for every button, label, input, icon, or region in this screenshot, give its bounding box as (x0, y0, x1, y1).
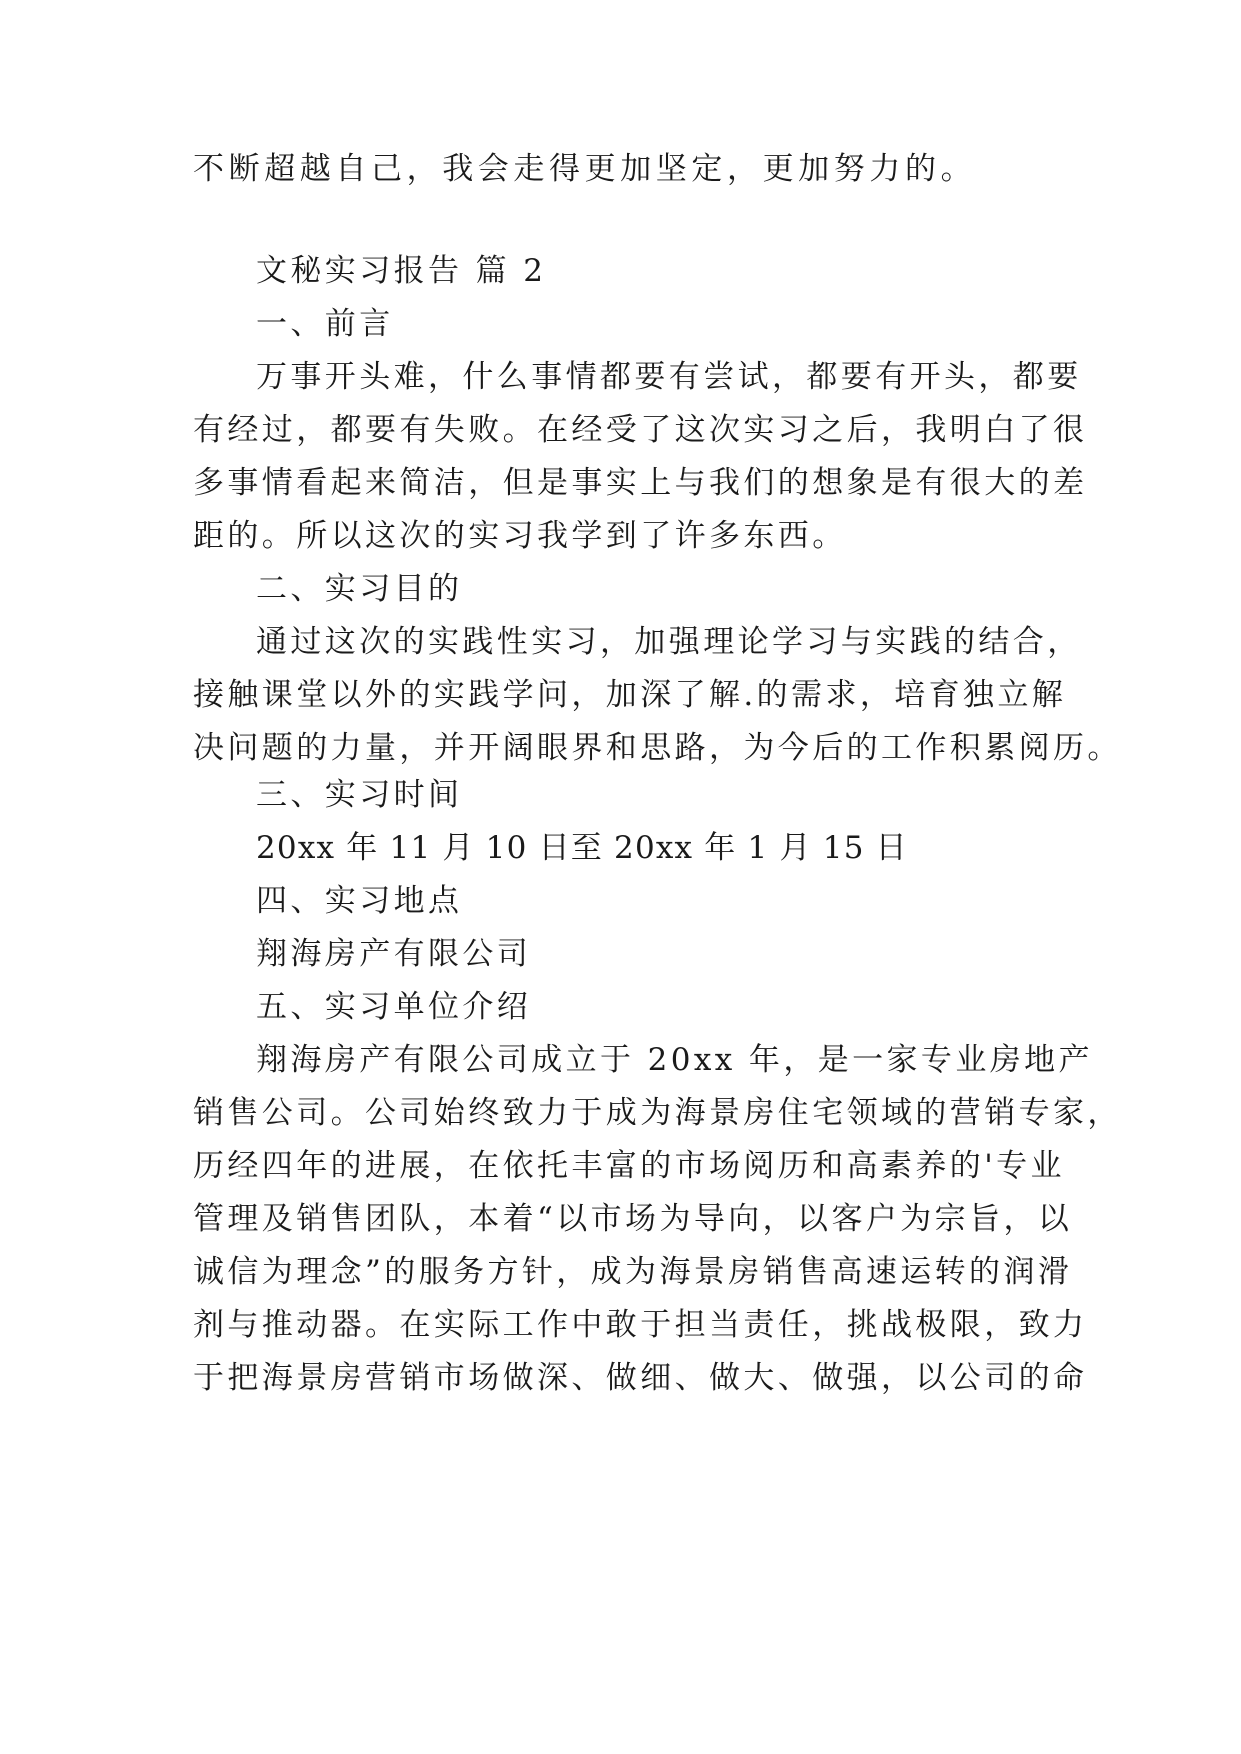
paragraph-line: 销售公司。公司始终致力于成为海景房住宅领域的营销专家， (193, 1095, 1122, 1131)
continuation-text: 不断超越自己，我会走得更加坚定，更加努力的。 (193, 151, 977, 187)
paragraph-line: 历经四年的进展，在依托丰富的市场阅历和高素养的'专业 (193, 1148, 1065, 1184)
paragraph-line: 接触课堂以外的实践学问，加深了解.的需求，培育独立解 (193, 677, 1067, 713)
paragraph-line: 通过这次的实践性实习，加强理论学习与实践的结合， (256, 624, 1082, 660)
heading-company-intro: 五、实习单位介绍 (256, 989, 532, 1025)
paragraph-line: 翔海房产有限公司成立于 20xx 年，是一家专业房地产 (256, 1042, 1093, 1078)
paragraph-line: 万事开头难，什么事情都要有尝试，都要有开头，都要 (256, 359, 1082, 395)
paragraph-line: 剂与推动器。在实际工作中敢于担当责任，挑战极限，致力 (193, 1307, 1088, 1343)
paragraph-line: 距的。所以这次的实习我学到了许多东西。 (193, 518, 847, 554)
heading-preface: 一、前言 (256, 306, 394, 342)
paragraph-line: 多事情看起来简洁，但是事实上与我们的想象是有很大的差 (193, 465, 1088, 501)
paragraph-line: 有经过，都要有失败。在经受了这次实习之后，我明白了很 (193, 412, 1088, 448)
paragraph-line: 管理及销售团队，本着“以市场为导向，以客户为宗旨，以 (193, 1201, 1073, 1237)
heading-time: 三、实习时间 (256, 777, 463, 813)
section-title: 文秘实习报告 篇 2 (256, 253, 547, 289)
paragraph-line: 诚信为理念”的服务方针，成为海景房销售高速运转的润滑 (193, 1254, 1073, 1290)
heading-purpose: 二、实习目的 (256, 571, 463, 607)
internship-dates: 20xx 年 11 月 10 日至 20xx 年 1 月 15 日 (256, 830, 908, 866)
paragraph-line: 于把海景房营销市场做深、做细、做大、做强，以公司的命 (193, 1360, 1088, 1396)
heading-location: 四、实习地点 (256, 883, 463, 919)
internship-location: 翔海房产有限公司 (256, 936, 532, 972)
paragraph-line: 决问题的力量，并开阔眼界和思路，为今后的工作积累阅历。 (193, 730, 1122, 766)
